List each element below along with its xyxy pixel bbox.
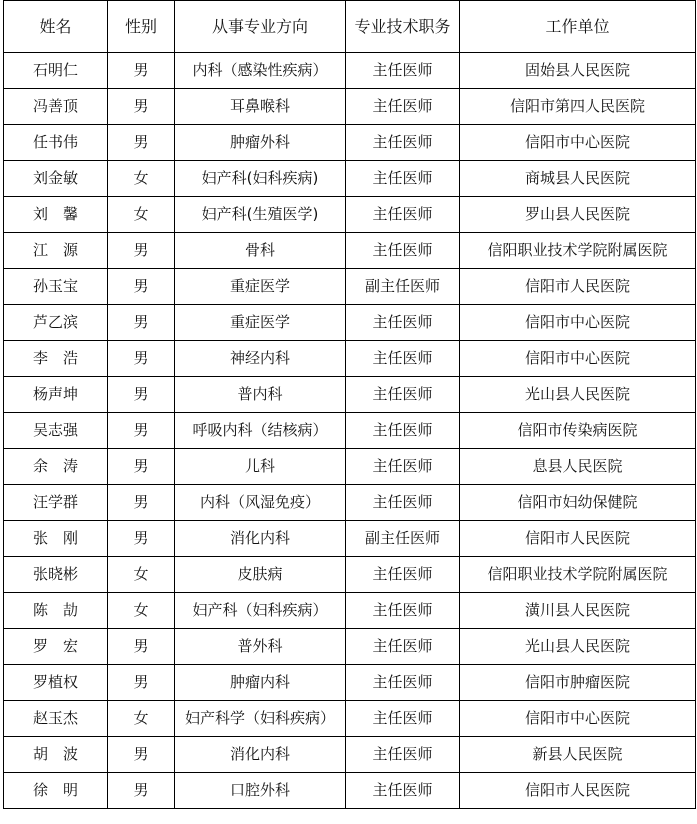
cell-specialty: 普外科 [175,629,346,665]
cell-title: 主任医师 [346,161,460,197]
table-row [4,773,696,809]
cell-unit: 息县人民医院 [460,449,696,485]
cell-title: 主任医师 [346,701,460,737]
table-row [4,305,696,341]
cell-unit: 信阳职业技术学院附属医院 [460,557,696,593]
table-row [4,53,696,89]
cell-gender: 女 [108,701,175,737]
cell-unit: 信阳市人民医院 [460,773,696,809]
cell-name: 张晓彬 [4,557,108,593]
table-row [4,593,696,629]
header-title-label: 专业技术职务 [354,16,451,36]
cell-title: 主任医师 [346,629,460,665]
cell-unit: 固始县人民医院 [460,53,696,89]
cell-gender: 男 [108,629,175,665]
cell-gender: 男 [108,449,175,485]
cell-unit: 信阳市中心医院 [460,341,696,377]
cell-unit: 新县人民医院 [460,737,696,773]
cell-specialty: 骨科 [175,233,346,269]
cell-name: 张 刚 [4,521,108,557]
cell-name: 徐 明 [4,773,108,809]
cell-unit: 信阳市肿瘤医院 [460,665,696,701]
cell-specialty: 肿瘤外科 [175,125,346,161]
cell-name: 李 浩 [4,341,108,377]
table-row [4,557,696,593]
table-row [4,125,696,161]
cell-gender: 女 [108,593,175,629]
cell-unit: 信阳市第四人民医院 [460,89,696,125]
cell-gender: 女 [108,197,175,233]
cell-title: 主任医师 [346,485,460,521]
cell-title: 主任医师 [346,557,460,593]
cell-unit: 潢川县人民医院 [460,593,696,629]
header-gender: 性别 [108,1,175,53]
cell-gender: 男 [108,233,175,269]
cell-specialty: 神经内科 [175,341,346,377]
cell-specialty: 妇产科(生殖医学) [175,197,346,233]
cell-gender: 男 [108,125,175,161]
cell-name: 石明仁 [4,53,108,89]
table-row [4,233,696,269]
cell-gender: 男 [108,485,175,521]
cell-unit: 信阳市人民医院 [460,269,696,305]
header-title [346,1,460,53]
cell-title: 主任医师 [346,413,460,449]
cell-specialty: 儿科 [175,449,346,485]
cell-title: 主任医师 [346,737,460,773]
cell-specialty: 消化内科 [175,521,346,557]
cell-name: 刘金敏 [4,161,108,197]
cell-unit: 光山县人民医院 [460,377,696,413]
cell-name: 刘 馨 [4,197,108,233]
cell-specialty: 妇产科（妇科疾病） [175,593,346,629]
cell-specialty: 重症医学 [175,305,346,341]
cell-gender: 男 [108,413,175,449]
cell-unit: 信阳市人民医院 [460,521,696,557]
table-row [4,521,696,557]
cell-specialty: 妇产科(妇科疾病) [175,161,346,197]
cell-title: 主任医师 [346,377,460,413]
cell-gender: 男 [108,305,175,341]
cell-name: 余 涛 [4,449,108,485]
header-row [4,1,696,53]
cell-name: 芦乙滨 [4,305,108,341]
table-row [4,341,696,377]
cell-specialty: 消化内科 [175,737,346,773]
cell-name: 吴志强 [4,413,108,449]
cell-specialty: 内科（风湿免疫） [175,485,346,521]
cell-gender: 男 [108,53,175,89]
header-unit: 工作单位 [460,1,696,53]
cell-title: 主任医师 [346,593,460,629]
cell-gender: 男 [108,377,175,413]
cell-name: 陈 劼 [4,593,108,629]
cell-specialty: 妇产科学（妇科疾病） [175,701,346,737]
table-row [4,89,696,125]
cell-gender: 男 [108,737,175,773]
table-row [4,161,696,197]
roster-table [3,0,696,809]
cell-unit: 信阳市中心医院 [460,701,696,737]
cell-name: 杨声坤 [4,377,108,413]
cell-title: 副主任医师 [346,521,460,557]
cell-title: 主任医师 [346,125,460,161]
cell-unit: 信阳市中心医院 [460,125,696,161]
cell-specialty: 耳鼻喉科 [175,89,346,125]
cell-specialty: 内科（感染性疾病） [175,53,346,89]
cell-title: 主任医师 [346,53,460,89]
table-row [4,737,696,773]
cell-unit: 信阳市传染病医院 [460,413,696,449]
cell-name: 汪学群 [4,485,108,521]
table-header [4,1,696,53]
cell-title: 主任医师 [346,197,460,233]
cell-gender: 男 [108,341,175,377]
cell-title: 副主任医师 [346,269,460,305]
cell-specialty: 肿瘤内科 [175,665,346,701]
cell-name: 赵玉杰 [4,701,108,737]
cell-title: 主任医师 [346,305,460,341]
cell-gender: 男 [108,521,175,557]
cell-specialty: 呼吸内科（结核病） [175,413,346,449]
cell-gender: 男 [108,665,175,701]
cell-gender: 女 [108,557,175,593]
table-body [4,53,696,809]
cell-specialty: 普内科 [175,377,346,413]
cell-specialty: 皮肤病 [175,557,346,593]
cell-gender: 男 [108,773,175,809]
cell-unit: 商城县人民医院 [460,161,696,197]
cell-gender: 女 [108,161,175,197]
cell-title: 主任医师 [346,773,460,809]
table-row [4,197,696,233]
cell-title: 主任医师 [346,341,460,377]
cell-name: 任书伟 [4,125,108,161]
header-specialty: 从事专业方向 [175,1,346,53]
header-name: 姓名 [4,1,108,53]
cell-unit: 信阳职业技术学院附属医院 [460,233,696,269]
cell-title: 主任医师 [346,89,460,125]
cell-name: 罗植权 [4,665,108,701]
cell-unit: 光山县人民医院 [460,629,696,665]
cell-gender: 男 [108,89,175,125]
cell-name: 江 源 [4,233,108,269]
cell-unit: 罗山县人民医院 [460,197,696,233]
cell-title: 主任医师 [346,665,460,701]
table-row [4,377,696,413]
table-row [4,629,696,665]
table-row [4,701,696,737]
cell-name: 冯善顶 [4,89,108,125]
table-row [4,665,696,701]
cell-name: 胡 波 [4,737,108,773]
cell-title: 主任医师 [346,449,460,485]
table-row [4,485,696,521]
cell-gender: 男 [108,269,175,305]
table-row [4,449,696,485]
cell-specialty: 口腔外科 [175,773,346,809]
cell-name: 罗 宏 [4,629,108,665]
cell-unit: 信阳市妇幼保健院 [460,485,696,521]
cell-title: 主任医师 [346,233,460,269]
table-row [4,269,696,305]
cell-unit: 信阳市中心医院 [460,305,696,341]
cell-name: 孙玉宝 [4,269,108,305]
table-row [4,413,696,449]
cell-specialty: 重症医学 [175,269,346,305]
